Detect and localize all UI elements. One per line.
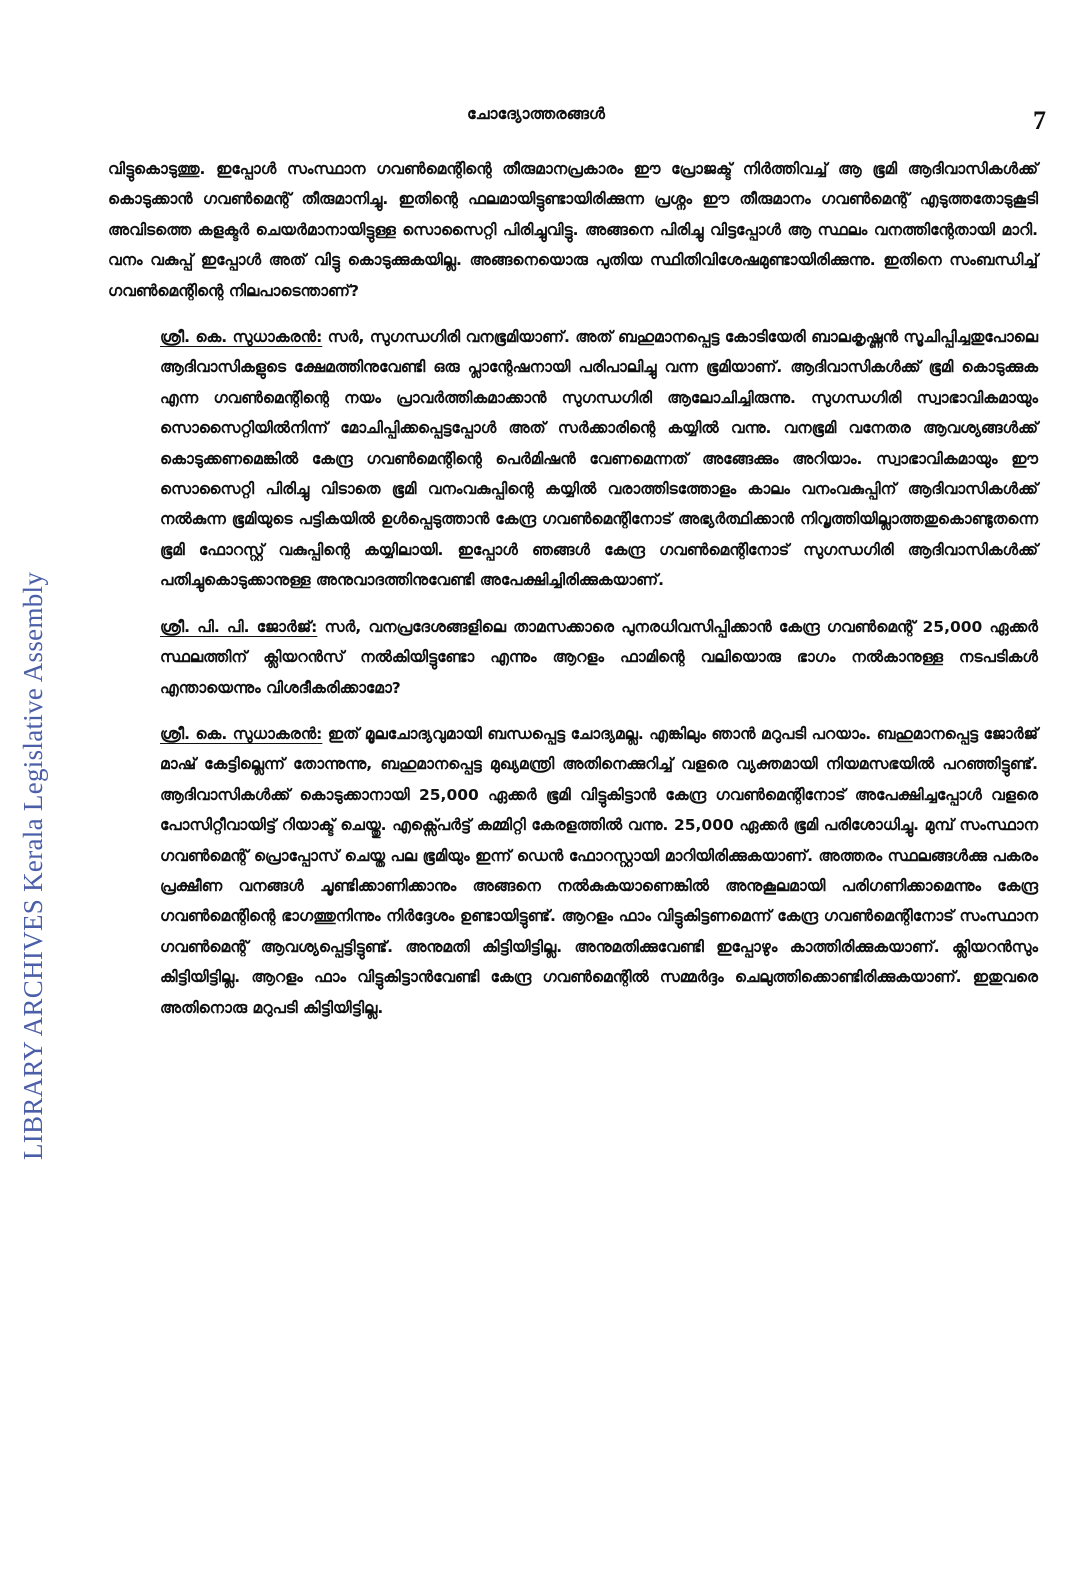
paragraph-text: സർ, സുഗന്ധഗിരി വനഭൂമിയാണ്. അത് ബഹുമാനപ്പെട്ട കോടിയേരി ബാലകൃഷ്ണൻ സൂചിപ്പിച്ചതുപോലെ ആദിവാസികളുടെ ക്ഷേമത്തിനുവേണ്ടി ഒരു പ്ലാന്റേഷനായി പരിപാലിച്ചു വന്ന ഭൂമിയാണ്. ആദിവാസികൾക്ക് ഭൂമി കൊടുക്കുക എന്ന ഗവൺമെന്റിന്റെ നയം പ്രാവർത്തികമാക്കാൻ സുഗന്ധഗിരി ആലോചിച്ചിരുന്നു. സുഗന്ധഗിരി സ്വാഭാവികമായും സൊസൈറ്റിയിൽനിന്ന് മോചിപ്പിക്കപ്പെട്ടപ്പോൾ അത് സർക്കാരിന്റെ കയ്യിൽ വന്നു. വനഭൂമി വനേതര ആവശ്യങ്ങൾക്ക് കൊടുക്കണമെങ്കിൽ കേന്ദ്ര ഗവൺമെന്റിന്റെ പെർമിഷൻ വേണമെന്നത് അങ്ങേക്കും അറിയാം. സ്വാഭാവികമായും ഈ സൊസൈറ്റി പിരിച്ചു വിടാതെ ഭൂമി വനംവകുപ്പിന്റെ കയ്യിൽ വരാത്തിടത്തോളം കാലം വനംവകുപ്പിന് ആദിവാസികൾക്ക് നൽകുന്ന ഭൂമിയുടെ പട്ടികയിൽ ഉൾപ്പെടുത്താൻ കേന്ദ്ര ഗവൺമെന്റിനോട് അഭ്യർത്ഥിക്കാൻ നിവൃത്തിയില്ലാത്തതുകൊണ്ടുതന്നെ ഭൂമി ഫോറസ്റ്റ് വകുപ്പിന്റെ കയ്യിലായി. ഇപ്പോൾ ഞങ്ങൾ കേന്ദ്ര ഗവൺമെന്റിനോട് സുഗന്ധഗിരി ആദിവാസികൾക്ക് പതിച്ചുകൊടുക്കാനുള്ള അനുവാദത്തിനുവേണ്ടി അപേക്ഷിച്ചിരിക്കുകയാണ്. xyxy=(160,328,1038,590)
archive-watermark: LIBRARY ARCHIVES Kerala Legislative Assembly xyxy=(18,571,48,1160)
speaker-name: ശ്രീ. പി. പി. ജോർജ്: xyxy=(160,617,318,636)
speaker-name: ശ്രീ. കെ. സുധാകരൻ: xyxy=(160,724,323,743)
speech-paragraph xyxy=(108,322,1038,596)
paragraph-text: വിട്ടുകൊടുത്തു. ഇപ്പോൾ സംസ്ഥാന ഗവൺമെന്റിന്റെ തീരുമാനപ്രകാരം ഈ പ്രോജക്ട് നിർത്തിവച്ച് ആ ഭൂമി ആദിവാസികൾക്ക് കൊടുക്കാൻ ഗവൺമെന്റ് തീരുമാനിച്ചു. ഇതിന്റെ ഫലമായിട്ടുണ്ടായിരിക്കുന്ന പ്രശ്നം ഈ തീരുമാനം ഗവൺമെന്റ് എടുത്തതോടുകൂടി അവിടത്തെ കളക്ടർ ചെയർമാനായിട്ടുള്ള സൊസൈറ്റി പിരിച്ചുവിട്ടു. അങ്ങനെ പിരിച്ചു വിട്ടപ്പോൾ ആ സ്ഥലം വനത്തിന്റേതായി മാറി. വനം വകുപ്പ് ഇപ്പോൾ അത് വിട്ടു കൊടുക്കുകയില്ല. അങ്ങനെയൊരു പുതിയ സ്ഥിതിവിശേഷമുണ്ടായിരിക്കുന്നു. ഇതിനെ സംബന്ധിച്ച് ഗവൺമെന്റിന്റെ നിലപാടെന്താണ്? xyxy=(108,160,1038,300)
paragraph-text: ഇത് മൂലചോദ്യവുമായി ബന്ധപ്പെട്ട ചോദ്യമല്ല. എങ്കിലും ഞാൻ മറുപടി പറയാം. ബഹുമാനപ്പെട്ട ജോർജ് മാഷ് കേട്ടില്ലെന്ന് തോന്നുന്നു, ബഹുമാനപ്പെട്ട മുഖ്യമന്ത്രി അതിനെക്കുറിച്ച് വളരെ വ്യക്തമായി നിയമസഭയിൽ പറഞ്ഞിട്ടുണ്ട്. ആദിവാസികൾക്ക് കൊടുക്കാനായി 25,000 ഏക്കർ ഭൂമി വിട്ടുകിട്ടാൻ കേന്ദ്ര ഗവൺമെന്റിനോട് അപേക്ഷിച്ചപ്പോൾ വളരെ പോസിറ്റീവായിട്ട് റിയാക്ട് ചെയ്തു. എക്സ്പെർട്ട് കമ്മിറ്റി കേരളത്തിൽ വന്നു. 25,000 ഏക്കർ ഭൂമി പരിശോധിച്ചു. മുമ്പ് സംസ്ഥാന ഗവൺമെന്റ് പ്രൊപ്പോസ് ചെയ്ത പല ഭൂമിയും ഇന്ന് ഡെൻ ഫോറസ്റ്റായി മാറിയിരിക്കുകയാണ്. അത്തരം സ്ഥലങ്ങൾക്കു പകരം പ്രക്ഷീണ വനങ്ങൾ ചൂണ്ടിക്കാണിക്കാനും അങ്ങനെ നൽകുകയാണെങ്കിൽ അനുകൂലമായി പരിഗണിക്കാമെന്നും കേന്ദ്ര ഗവൺമെന്റിന്റെ ഭാഗത്തുനിന്നും നിർദ്ദേശം ഉണ്ടായിട്ടുണ്ട്. ആറളം ഫാം വിട്ടുകിട്ടണമെന്ന് കേന്ദ്ര ഗവൺമെന്റിനോട് സംസ്ഥാന ഗവൺമെന്റ് ആവശ്യപ്പെട്ടിട്ടുണ്ട്. അനുമതി കിട്ടിയിട്ടില്ല. അനുമതിക്കുവേണ്ടി ഇപ്പോഴും കാത്തിരിക്കുകയാണ്. ക്ലിയറൻസും കിട്ടിയിട്ടില്ല. ആറളം ഫാം വിട്ടുകിട്ടാൻവേണ്ടി കേന്ദ്ര ഗവൺമെന്റിൽ സമ്മർദ്ദം ചെലുത്തിക്കൊണ്ടിരിക്കുകയാണ്. ഇതുവരെ അതിനൊരു മറുപടി കിട്ടിയിട്ടില്ല. xyxy=(160,724,1038,1017)
page-number: 7 xyxy=(1033,106,1046,135)
document-body xyxy=(108,154,1038,1023)
speech-paragraph xyxy=(108,719,1038,1023)
page-header-title: ചോദ്യോത്തരങ്ങൾ xyxy=(467,104,605,123)
paragraph-text: സർ, വനപ്രദേശങ്ങളിലെ താമസക്കാരെ പുനരധിവസിപ്പിക്കാൻ കേന്ദ്ര ഗവൺമെന്റ് 25,000 ഏക്കർ സ്ഥലത്തിന് ക്ലിയറൻസ് നൽകിയിട്ടുണ്ടോ എന്നും ആറളം ഫാമിന്റെ വലിയൊരു ഭാഗം നൽകാനുള്ള നടപടികൾ എന്തായെന്നും വിശദീകരിക്കാമോ? xyxy=(160,617,1038,697)
speech-paragraph xyxy=(108,612,1038,703)
speaker-name: ശ്രീ. കെ. സുധാകരൻ: xyxy=(160,328,323,347)
continuation-paragraph xyxy=(108,154,1038,306)
